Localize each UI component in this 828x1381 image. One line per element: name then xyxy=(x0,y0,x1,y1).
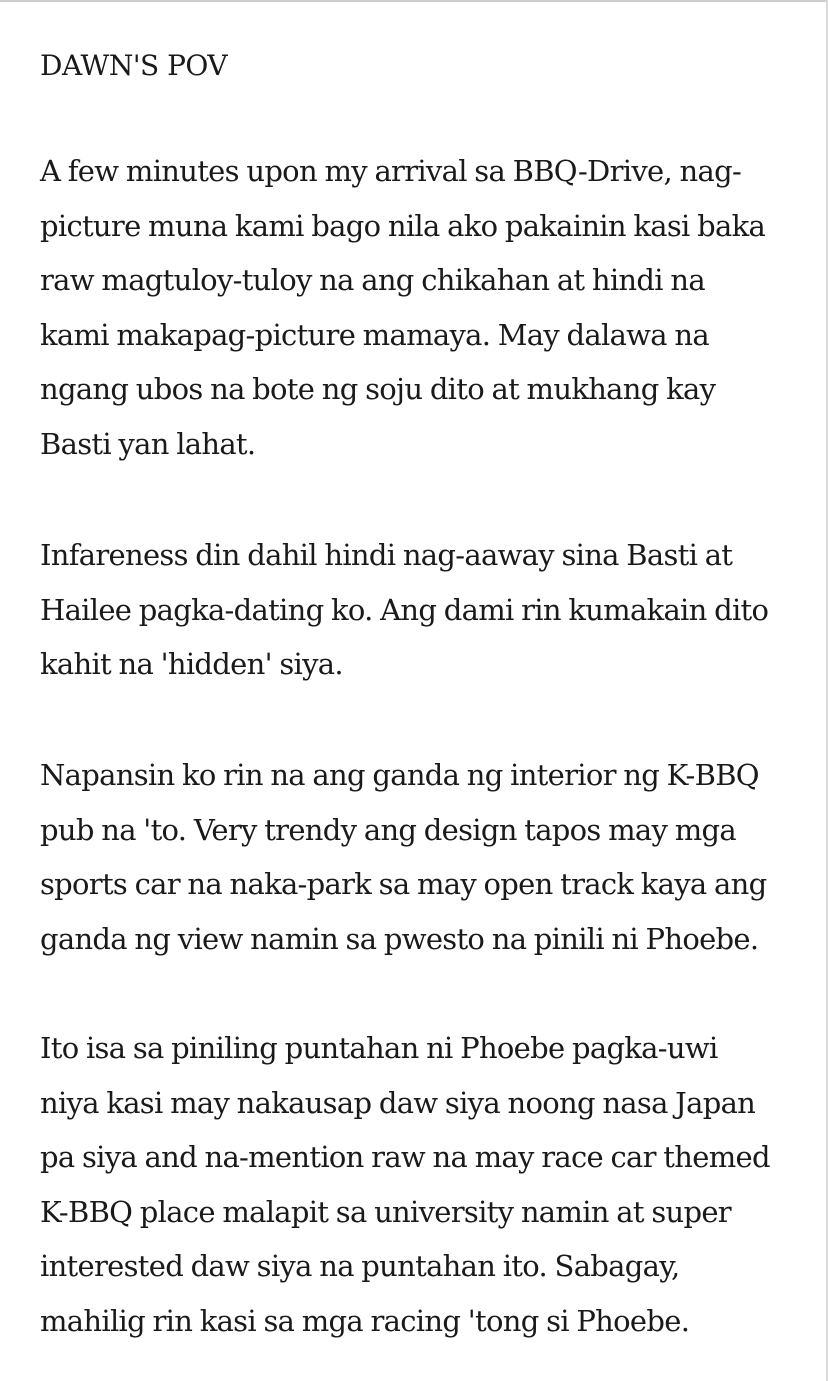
text-line: niya kasi may nakausap daw siya noong nasa Japan xyxy=(40,1085,756,1120)
text-line: ganda ng view namin sa pwesto na pinili ni Phoebe. xyxy=(40,921,759,956)
text-line: Napansin ko rin na ang ganda ng interior ng K-BBQ xyxy=(40,758,759,792)
text-line: mahilig rin kasi sa mga racing 'tong si Phoebe. xyxy=(40,1303,690,1338)
text-line: picture muna kami bago nila ako pakainin kasi baka xyxy=(40,208,766,243)
text-line: interested daw siya na puntahan ito. Sabagay, xyxy=(40,1249,680,1283)
text-line: Infareness din dahil hindi nag-aaway sina Basti at xyxy=(40,538,733,572)
paragraph-3 xyxy=(40,748,766,966)
top-divider xyxy=(0,0,828,2)
text-line: raw magtuloy-tuloy na ang chikahan at hindi na xyxy=(40,263,705,297)
text-line: pa siya and na-mention raw na may race car themed xyxy=(40,1140,770,1174)
text-line: K-BBQ place malapit sa university namin at super xyxy=(40,1194,731,1229)
text-line: sports car na naka-park sa may open track kaya ang xyxy=(40,867,767,901)
text-line: Ito isa sa piniling puntahan ni Phoebe pagka-uwi xyxy=(40,1031,718,1065)
paragraph-4 xyxy=(40,1021,770,1348)
text-line: kami makapag-picture mamaya. May dalawa na xyxy=(40,317,709,352)
text-line: A few minutes upon my arrival sa BBQ-Drive, nag- xyxy=(40,154,742,188)
text-line: Hailee pagka-dating ko. Ang dami rin kumakain dito xyxy=(40,592,769,627)
text-line: Basti yan lahat. xyxy=(40,426,256,461)
text-line: kahit na 'hidden' siya. xyxy=(40,647,343,681)
text-line: pub na 'to. Very trendy ang design tapos may mga xyxy=(40,812,736,847)
chapter-heading: DAWN'S POV xyxy=(40,49,228,82)
paragraph-2 xyxy=(40,528,768,692)
text-line: ngang ubos na bote ng soju dito at mukhang kay xyxy=(40,372,716,406)
paragraph-1 xyxy=(40,144,765,471)
